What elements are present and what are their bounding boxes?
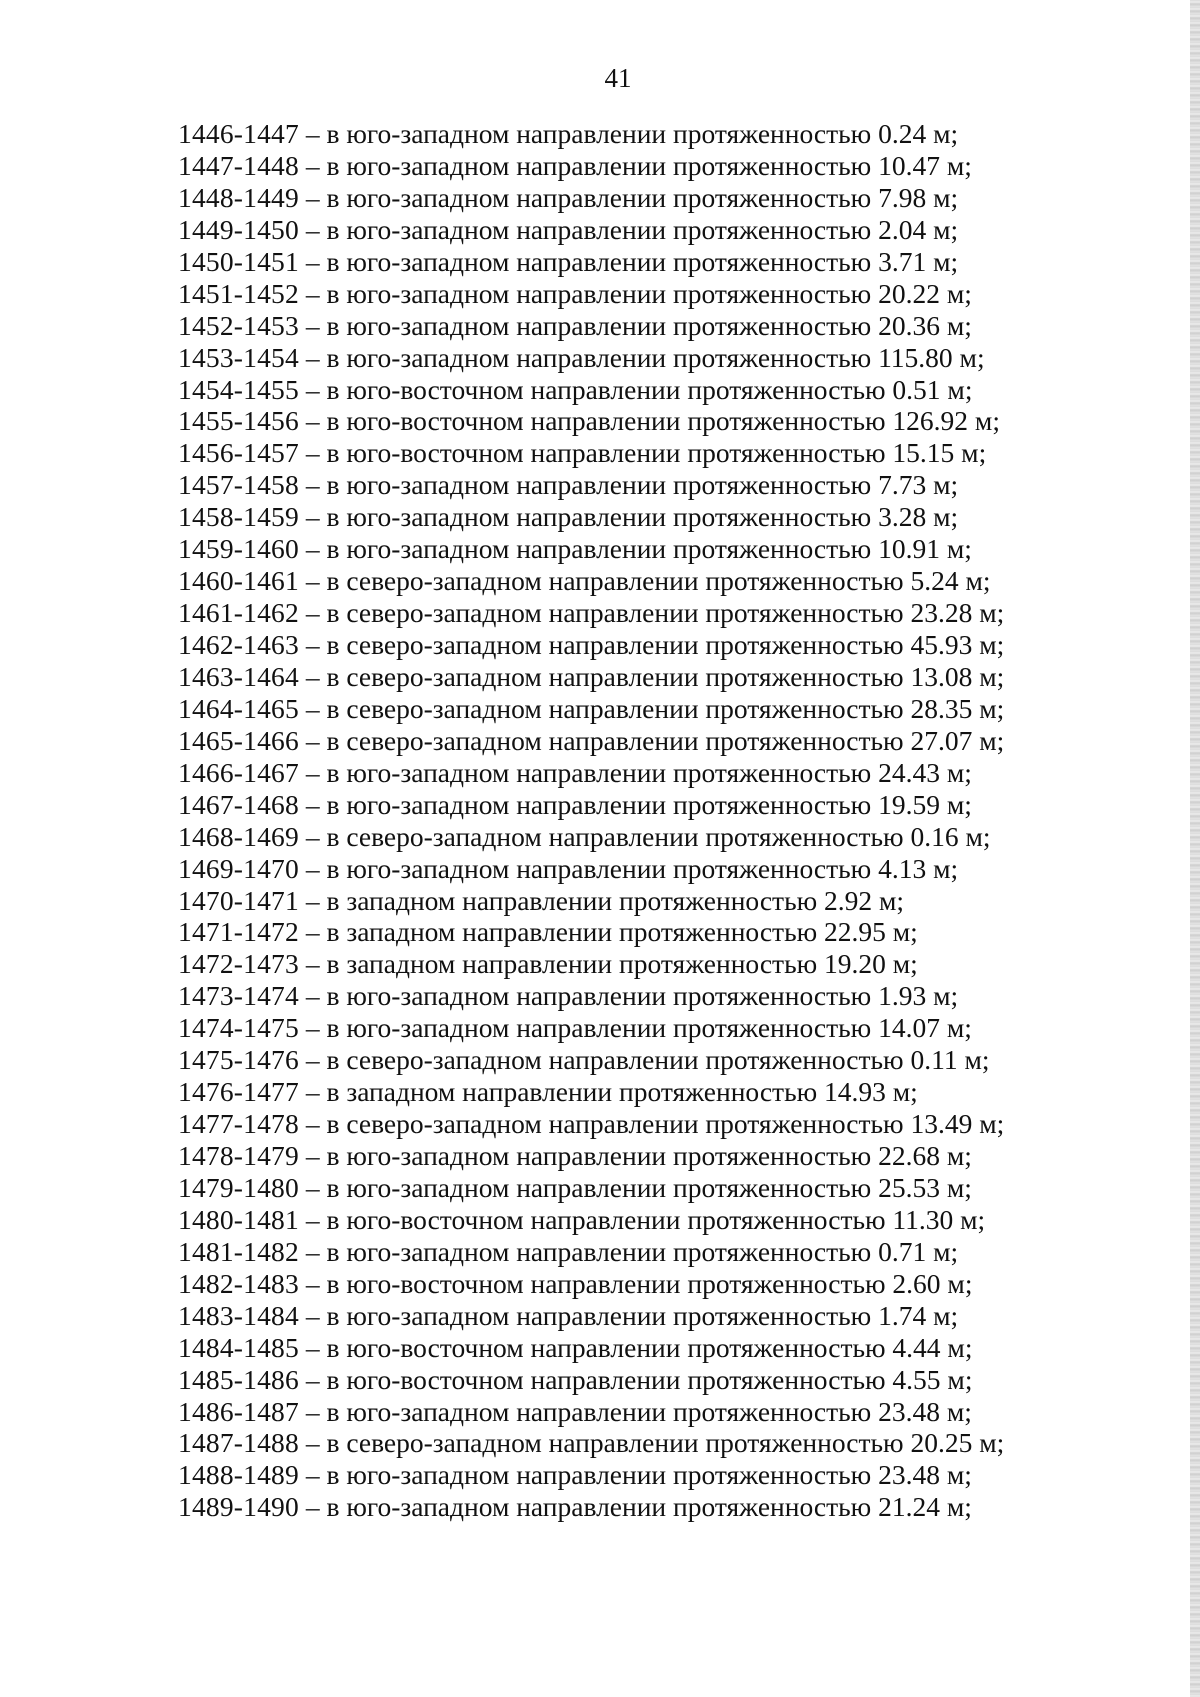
segment-description: – в юго-западном направлении протяженностью 1.74 м; <box>305 1299 959 1331</box>
segment-range: 1460-1461 <box>178 565 299 597</box>
segment-range: 1476-1477 <box>178 1076 299 1108</box>
segment-description: – в западном направлении протяженностью 22.95 м; <box>305 916 918 948</box>
segment-description: – в юго-западном направлении протяженностью 2.04 м; <box>305 213 959 245</box>
segment-description: – в юго-западном направлении протяженностью 14.07 м; <box>305 1012 972 1044</box>
segment-description: – в юго-западном направлении протяженностью 1.93 м; <box>305 980 959 1012</box>
segment-description: – в северо-западном направлении протяженностью 45.93 м; <box>305 629 1005 660</box>
segment-range: 1474-1475 <box>178 1012 299 1044</box>
segment-range: 1479-1480 <box>178 1171 299 1203</box>
segment-range: 1451-1452 <box>178 277 299 309</box>
segment-description: – в юго-восточном направлении протяженностью 0.51 м; <box>305 373 973 405</box>
list-item <box>178 533 1078 565</box>
segment-description: – в юго-западном направлении протяженностью 22.68 м; <box>305 1140 972 1171</box>
segment-description: – в юго-восточном направлении протяженностью 2.60 м; <box>305 1267 973 1299</box>
segment-description: – в юго-западном направлении протяженностью 21.24 м; <box>305 1491 972 1523</box>
segment-range: 1484-1485 <box>178 1331 299 1363</box>
segment-range: 1481-1482 <box>178 1235 299 1267</box>
segment-description: – в северо-западном направлении протяженностью 13.08 м; <box>305 660 1005 692</box>
list-item <box>178 1300 1078 1332</box>
segment-description: – в северо-западном направлении протяженностью 20.25 м; <box>305 1427 1005 1459</box>
segment-range: 1450-1451 <box>178 245 299 277</box>
list-item <box>178 1204 1078 1236</box>
segment-range: 1455-1456 <box>178 405 299 437</box>
segment-description: – в юго-западном направлении протяженностью 0.24 м; <box>305 118 959 149</box>
list-item <box>178 948 1078 980</box>
segment-description: – в северо-западном направлении протяженностью 23.28 м; <box>305 597 1005 629</box>
list-item <box>178 1108 1078 1140</box>
segment-description: – в западном направлении протяженностью 19.20 м; <box>305 948 918 980</box>
segment-description: – в юго-западном направлении протяженностью 23.48 м; <box>305 1459 972 1491</box>
segment-range: 1483-1484 <box>178 1299 299 1331</box>
list-item <box>178 1332 1078 1364</box>
list-item <box>178 246 1078 278</box>
segment-range: 1489-1490 <box>178 1491 299 1523</box>
list-item <box>178 565 1078 597</box>
segment-range: 1461-1462 <box>178 597 299 629</box>
segment-range: 1463-1464 <box>178 660 299 692</box>
segment-description: – в северо-западном направлении протяженностью 0.11 м; <box>305 1044 990 1076</box>
list-item <box>178 310 1078 342</box>
segment-description: – в юго-западном направлении протяженностью 25.53 м; <box>305 1171 972 1203</box>
segment-description: – в юго-восточном направлении протяженностью 15.15 м; <box>305 437 987 469</box>
list-item <box>178 661 1078 693</box>
list-item <box>178 1427 1078 1459</box>
segment-range: 1453-1454 <box>178 341 299 373</box>
segment-range: 1486-1487 <box>178 1395 299 1427</box>
list-item <box>178 1491 1078 1523</box>
segment-range: 1446-1447 <box>178 118 299 149</box>
list-item <box>178 1172 1078 1204</box>
segment-range: 1470-1471 <box>178 884 299 916</box>
segment-range: 1447-1448 <box>178 149 299 181</box>
list-item <box>178 150 1078 182</box>
segment-range: 1464-1465 <box>178 692 299 724</box>
list-item <box>178 278 1078 310</box>
list-item <box>178 1044 1078 1076</box>
segment-range: 1454-1455 <box>178 373 299 405</box>
segment-description: – в северо-западном направлении протяженностью 28.35 м; <box>305 692 1005 724</box>
list-item <box>178 853 1078 885</box>
segment-range: 1473-1474 <box>178 980 299 1012</box>
segment-description: – в юго-западном направлении протяженностью 7.73 м; <box>305 469 959 501</box>
segment-description: – в юго-западном направлении протяженностью 23.48 м; <box>305 1395 972 1427</box>
segment-description: – в юго-западном направлении протяженностью 3.28 м; <box>305 501 959 533</box>
list-item <box>178 1140 1078 1172</box>
segment-description: – в северо-западном направлении протяженностью 27.07 м; <box>305 724 1005 756</box>
list-item <box>178 1012 1078 1044</box>
list-item <box>178 980 1078 1012</box>
segment-range: 1469-1470 <box>178 852 299 884</box>
segment-range: 1458-1459 <box>178 501 299 533</box>
segment-range: 1477-1478 <box>178 1108 299 1140</box>
segment-range: 1452-1453 <box>178 309 299 341</box>
segment-description: – в северо-западном направлении протяженностью 13.49 м; <box>305 1108 1005 1140</box>
list-item <box>178 725 1078 757</box>
segment-description: – в юго-западном направлении протяженностью 3.71 м; <box>305 245 959 277</box>
segment-range: 1468-1469 <box>178 820 299 852</box>
segment-description: – в северо-западном направлении протяженностью 5.24 м; <box>305 565 991 597</box>
list-item <box>178 1268 1078 1300</box>
segment-description: – в юго-западном направлении протяженностью 0.71 м; <box>305 1235 959 1267</box>
list-item <box>178 1076 1078 1108</box>
segment-description: – в юго-западном направлении протяженностью 4.13 м; <box>305 852 959 884</box>
list-item <box>178 916 1078 948</box>
list-item <box>178 757 1078 789</box>
list-item <box>178 405 1078 437</box>
list-item <box>178 629 1078 661</box>
segment-range: 1462-1463 <box>178 629 299 660</box>
list-item <box>178 182 1078 214</box>
segment-description: – в юго-западном направлении протяженностью 24.43 м; <box>305 756 972 788</box>
segment-range: 1485-1486 <box>178 1363 299 1395</box>
segment-description: – в западном направлении протяженностью 2.92 м; <box>305 884 905 916</box>
scan-edge <box>1190 0 1200 1697</box>
segment-range: 1448-1449 <box>178 181 299 213</box>
list-item <box>178 437 1078 469</box>
segment-range: 1465-1466 <box>178 724 299 756</box>
list-item <box>178 789 1078 821</box>
page-number: 41 <box>604 63 632 93</box>
segment-description: – в юго-западном направлении протяженностью 10.47 м; <box>305 149 972 181</box>
segment-range: 1459-1460 <box>178 533 299 565</box>
segment-range: 1482-1483 <box>178 1267 299 1299</box>
segment-description: – в юго-западном направлении протяженностью 20.36 м; <box>305 309 972 341</box>
segment-range: 1475-1476 <box>178 1044 299 1076</box>
segment-range: 1488-1489 <box>178 1459 299 1491</box>
segment-description: – в западном направлении протяженностью 14.93 м; <box>305 1076 918 1108</box>
segment-description: – в юго-западном направлении протяженностью 10.91 м; <box>305 533 972 565</box>
segment-description: – в юго-западном направлении протяженностью 20.22 м; <box>305 277 972 309</box>
list-item <box>178 821 1078 853</box>
segment-range: 1480-1481 <box>178 1203 299 1235</box>
list-item <box>178 1364 1078 1396</box>
list-item <box>178 1396 1078 1428</box>
boundary-segment-list <box>178 118 1078 1523</box>
segment-range: 1472-1473 <box>178 948 299 980</box>
segment-range: 1471-1472 <box>178 916 299 948</box>
segment-description: – в юго-восточном направлении протяженностью 11.30 м; <box>305 1203 986 1235</box>
segment-range: 1467-1468 <box>178 788 299 820</box>
list-item <box>178 1459 1078 1491</box>
list-item <box>178 597 1078 629</box>
list-item <box>178 214 1078 246</box>
list-item <box>178 469 1078 501</box>
segment-description: – в юго-западном направлении протяженностью 19.59 м; <box>305 788 972 820</box>
list-item <box>178 374 1078 406</box>
segment-range: 1466-1467 <box>178 756 299 788</box>
list-item <box>178 501 1078 533</box>
segment-description: – в северо-западном направлении протяженностью 0.16 м; <box>305 820 991 852</box>
list-item <box>178 118 1078 150</box>
list-item <box>178 1236 1078 1268</box>
segment-range: 1456-1457 <box>178 437 299 469</box>
segment-description: – в юго-восточном направлении протяженностью 126.92 м; <box>305 405 1000 437</box>
list-item <box>178 885 1078 917</box>
segment-range: 1449-1450 <box>178 213 299 245</box>
list-item <box>178 693 1078 725</box>
segment-description: – в юго-западном направлении протяженностью 7.98 м; <box>305 181 959 213</box>
segment-range: 1478-1479 <box>178 1140 299 1171</box>
segment-description: – в юго-восточном направлении протяженностью 4.44 м; <box>305 1331 973 1363</box>
segment-range: 1487-1488 <box>178 1427 299 1459</box>
segment-description: – в юго-западном направлении протяженностью 115.80 м; <box>305 341 985 373</box>
list-item <box>178 342 1078 374</box>
segment-description: – в юго-восточном направлении протяженностью 4.55 м; <box>305 1363 973 1395</box>
segment-range: 1457-1458 <box>178 469 299 501</box>
